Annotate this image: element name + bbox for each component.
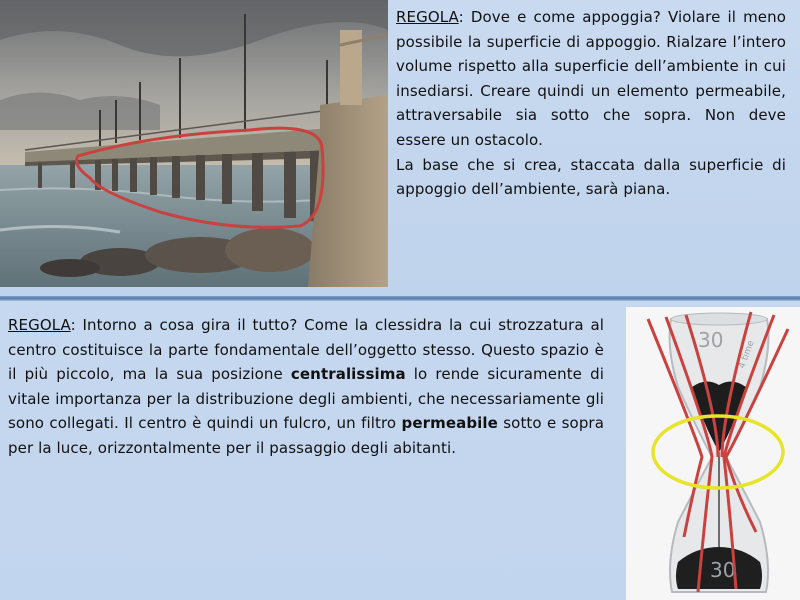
rule-1-paragraph — [396, 5, 786, 153]
pier-illustration — [0, 0, 388, 287]
pier-photo — [0, 0, 388, 287]
rule-1-label: REGOLA — [396, 8, 459, 26]
rule-2-body-b: lo rende sicuramente di vitale importanza per la distribuzione degli ambienti, che necessariamente gli sono collegati. Il centro è quindi un fulcro, un filtro — [8, 365, 604, 433]
hourglass-top-number: 30 — [698, 328, 724, 352]
hourglass-bottom-number: 30 — [710, 558, 736, 582]
rule-1-second-paragraph: La base che si crea, staccata dalla superficie di appoggio dell’ambiente, sarà piana. — [396, 155, 786, 199]
hourglass-illustration — [626, 307, 800, 600]
rule-2-body-c: sotto e sopra per la luce, orizzontalmente per il passaggio degli abitanti. — [8, 414, 604, 457]
rule-1-body: : Dove e come appoggia? Violare il meno possibile la superficie di appoggio. Rialzare l’intero volume rispetto alla superficie dell’ambiente in cui insediarsi. Creare quindi un elemento permeabile, attraversabile sia sotto che sopra. Non deve essere un ostacolo. — [396, 8, 786, 149]
rule-2-body-a: : Intorno a cosa gira il tutto? Come la clessidra la cui strozzatura al centro costituisce la parte fondamentale dell’oggetto stesso. Questo spazio è il più piccolo, ma la sua posizione — [8, 316, 604, 384]
rule-2-bold-permeabile: permeabile — [401, 414, 498, 433]
hourglass-side-text: 4 time — [737, 339, 757, 371]
rule-2-bold-centralissima: centralissima — [290, 365, 406, 384]
rule-2-text — [8, 313, 604, 461]
hourglass-photo — [626, 307, 800, 600]
rule-2-paragraph — [8, 313, 604, 461]
rule-1-text — [396, 5, 786, 202]
rule-2-label: REGOLA — [8, 316, 71, 334]
